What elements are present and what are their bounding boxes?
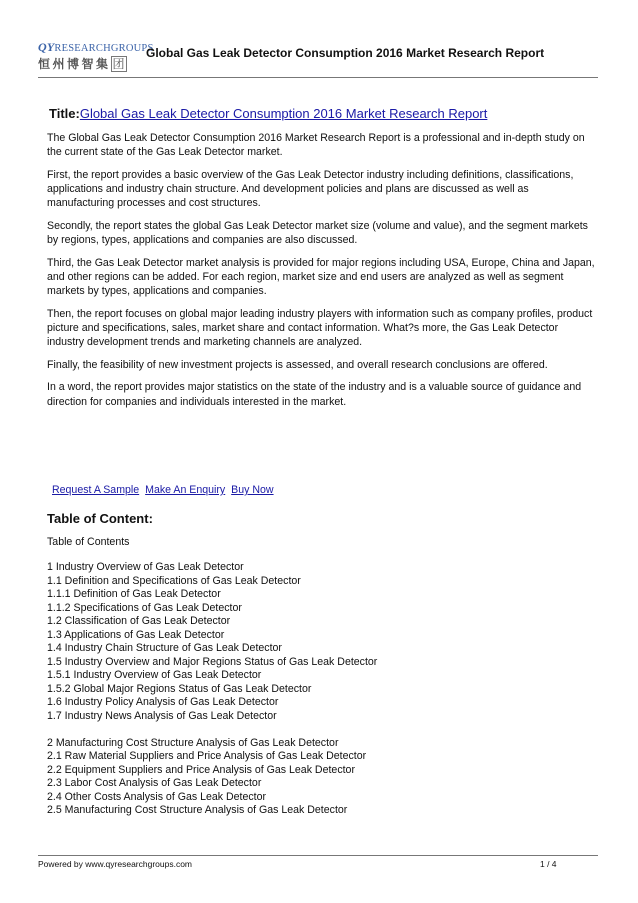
toc-item: 2.5 Manufacturing Cost Structure Analysis of Gas Leak Detector bbox=[47, 804, 348, 816]
paragraph: Then, the report focuses on global major leading industry players with information such as company profiles, product picture and specifications, sales, market share and contact information. What?s more, the Gas Leak Detector industry development trends and marketing channels are analyzed. bbox=[47, 307, 593, 349]
toc-item: 1 Industry Overview of Gas Leak Detector bbox=[47, 561, 244, 573]
toc-item: 1.7 Industry News Analysis of Gas Leak Detector bbox=[47, 709, 277, 722]
toc-item: 1.6 Industry Policy Analysis of Gas Leak Detector bbox=[47, 696, 279, 708]
toc-item: 2.3 Labor Cost Analysis of Gas Leak Detector bbox=[47, 777, 262, 789]
footer-powered-by: Powered by www.qyresearchgroups.com bbox=[38, 859, 193, 869]
header-divider bbox=[38, 77, 598, 78]
title-label: Title: bbox=[49, 106, 80, 121]
paragraph: The Global Gas Leak Detector Consumption 2016 Market Research Report is a professional and in-depth study on the current state of the Gas Leak Detector market. bbox=[47, 132, 585, 159]
make-enquiry-link[interactable]: Make An Enquiry bbox=[145, 484, 226, 496]
paragraph: In a word, the report provides major statistics on the state of the industry and is a valuable source of guidance and direction for companies and individuals interested in the market. bbox=[47, 381, 582, 408]
header-title: Global Gas Leak Detector Consumption 2016 Market Research Report bbox=[146, 46, 545, 60]
logo-wordmark: QYRESEARCHGROUPS bbox=[38, 40, 154, 54]
paragraph: Third, the Gas Leak Detector market analysis is provided for major regions including USA, Europe, China and Japan, and other regions can be added. For each region, market size and end users are analyzed as well as segment markets by types, applications and companies. bbox=[47, 256, 595, 298]
paragraph: Secondly, the report states the global Gas Leak Detector market size (volume and value), and the segment markets by regions, types, applications and companies are also discussed. bbox=[47, 219, 588, 247]
toc-item: 1.5 Industry Overview and Major Regions Status of Gas Leak Detector bbox=[47, 655, 378, 668]
toc-item: 1.1 Definition and Specifications of Gas Leak Detector bbox=[47, 574, 301, 587]
paragraph: First, the report provides a basic overview of the Gas Leak Detector industry including definitions, classifications, applications and industry chain structure. And development policies and plans are discussed as well as manufacturing processes and cost structures. bbox=[47, 168, 574, 210]
toc-heading: Table of Content: bbox=[47, 511, 153, 526]
table-of-contents bbox=[47, 561, 377, 818]
report-title-link[interactable]: Global Gas Leak Detector Consumption 2016 Market Research Report bbox=[79, 106, 488, 121]
toc-item: 1.2 Classification of Gas Leak Detector bbox=[47, 615, 231, 627]
toc-item: 1.5.2 Global Major Regions Status of Gas Leak Detector bbox=[47, 682, 312, 695]
toc-item: 1.4 Industry Chain Structure of Gas Leak Detector bbox=[47, 642, 282, 654]
toc-item: 1.1.2 Specifications of Gas Leak Detector bbox=[47, 601, 242, 614]
toc-item: 2 Manufacturing Cost Structure Analysis of Gas Leak Detector bbox=[47, 736, 339, 749]
page-header bbox=[38, 38, 598, 78]
toc-item: 2.2 Equipment Suppliers and Price Analysis of Gas Leak Detector bbox=[47, 763, 355, 776]
report-description bbox=[47, 131, 595, 417]
toc-item: 1.5.1 Industry Overview of Gas Leak Detector bbox=[47, 669, 262, 681]
paragraph: Finally, the feasibility of new investment projects is assessed, and overall research conclusions are offered. bbox=[47, 358, 548, 371]
page-number: 1 / 4 bbox=[540, 859, 557, 869]
toc-subheading: Table of Contents bbox=[47, 536, 130, 548]
toc-item: 2.4 Other Costs Analysis of Gas Leak Detector bbox=[47, 790, 267, 803]
toc-spacer bbox=[47, 723, 377, 737]
footer-divider bbox=[38, 855, 598, 856]
action-links bbox=[52, 484, 277, 496]
report-title bbox=[49, 106, 487, 121]
toc-item: 1.1.1 Definition of Gas Leak Detector bbox=[47, 588, 221, 600]
logo-chinese-name: 恒州博智集 团 bbox=[38, 57, 125, 71]
buy-now-link[interactable]: Buy Now bbox=[231, 484, 274, 496]
toc-item: 1.3 Applications of Gas Leak Detector bbox=[47, 628, 225, 641]
toc-item: 2.1 Raw Material Suppliers and Price Analysis of Gas Leak Detector bbox=[47, 750, 367, 762]
qyresearchgroups-logo bbox=[38, 40, 154, 72]
request-sample-link[interactable]: Request A Sample bbox=[52, 484, 140, 496]
